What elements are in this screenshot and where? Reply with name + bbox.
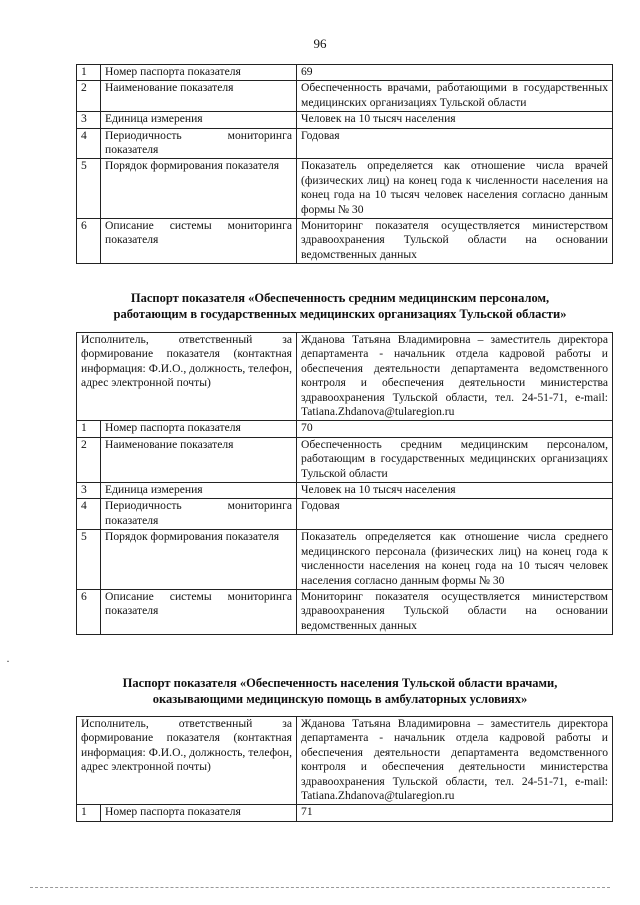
section-title-line: Паспорт показателя «Обеспеченность населения Тульской области врачами, <box>122 676 558 690</box>
row-number: 5 <box>77 159 101 219</box>
table-row <box>77 437 613 482</box>
row-number: 1 <box>77 805 101 821</box>
section-title <box>60 675 620 707</box>
row-number: 6 <box>77 589 101 634</box>
table-row <box>77 128 613 159</box>
passport-table-69 <box>76 64 613 264</box>
row-value: Показатель определяется как отношение числа врачей (физических лиц) на конец года к численности населения на конец года на 10 тысяч человек населения согласно данным формы № 30 <box>297 159 613 219</box>
row-label: Наименование показателя <box>101 437 297 482</box>
row-number: 4 <box>77 128 101 159</box>
section-title-line: Паспорт показателя «Обеспеченность средним медицинским персоналом, <box>130 291 550 305</box>
row-value: Годовая <box>297 499 613 530</box>
executor-row <box>77 717 613 805</box>
row-label: Порядок формирования показателя <box>101 530 297 590</box>
row-value: Годовая <box>297 128 613 159</box>
row-value: 71 <box>297 805 613 821</box>
row-label: Периодичность мониторинга показателя <box>101 128 297 159</box>
row-number: 1 <box>77 65 101 81</box>
section-title-line: работающим в государственных медицинских организациях Тульской области» <box>113 307 567 321</box>
scan-dot: · <box>6 654 10 668</box>
table-row <box>77 499 613 530</box>
row-label: Порядок формирования показателя <box>101 159 297 219</box>
table-row <box>77 112 613 128</box>
row-value: Показатель определяется как отношение числа среднего медицинского персонала (физических лиц) на конец года к численности населения на конец года на 10 тысяч человек населения согласно данным формы № 30 <box>297 530 613 590</box>
row-value: 70 <box>297 421 613 437</box>
row-label: Описание системы мониторинга показателя <box>101 219 297 264</box>
row-value: Мониторинг показателя осуществляется министерством здравоохранения Тульской области на основании ведомственных данных <box>297 219 613 264</box>
row-number: 2 <box>77 81 101 112</box>
row-value: Человек на 10 тысяч населения <box>297 483 613 499</box>
row-label: Периодичность мониторинга показателя <box>101 499 297 530</box>
row-value: Обеспеченность средним медицинским персоналом, работающим в государственных медицинских организациях Тульской области <box>297 437 613 482</box>
row-number: 3 <box>77 483 101 499</box>
table-row <box>77 81 613 112</box>
table-row <box>77 159 613 219</box>
executor-label: Исполнитель, ответственный за формирование показателя (контактная информация: Ф.И.О., должность, телефон, адрес электронной почты) <box>77 717 297 805</box>
executor-value: Жданова Татьяна Владимировна – заместитель директора департамента - начальник отдела кадровой работы и обеспечения деятельности департамента ведомственного контроля и обеспечения деятельности министерства здравоохранения Тульской области, тел. 24-51-71, e-mail: Tatiana.Zhdanova@tularegion.ru <box>297 717 613 805</box>
table-row <box>77 65 613 81</box>
executor-label: Исполнитель, ответственный за формирование показателя (контактная информация: Ф.И.О., должность, телефон, адрес электронной почты) <box>77 333 297 421</box>
row-number: 2 <box>77 437 101 482</box>
section-title <box>60 290 620 322</box>
row-value: 69 <box>297 65 613 81</box>
row-label: Описание системы мониторинга показателя <box>101 589 297 634</box>
row-number: 3 <box>77 112 101 128</box>
row-label: Номер паспорта показателя <box>101 805 297 821</box>
table-row <box>77 589 613 634</box>
row-number: 1 <box>77 421 101 437</box>
row-label: Единица измерения <box>101 483 297 499</box>
passport-table-71 <box>76 716 613 822</box>
row-number: 5 <box>77 530 101 590</box>
table-row <box>77 421 613 437</box>
row-number: 4 <box>77 499 101 530</box>
passport-table-70 <box>76 332 613 635</box>
table-row <box>77 530 613 590</box>
row-value: Мониторинг показателя осуществляется министерством здравоохранения Тульской области на основании ведомственных данных <box>297 589 613 634</box>
page-number: 96 <box>313 36 327 51</box>
executor-row <box>77 333 613 421</box>
table-row <box>77 805 613 821</box>
table-row <box>77 483 613 499</box>
row-label: Единица измерения <box>101 112 297 128</box>
executor-value: Жданова Татьяна Владимировна – заместитель директора департамента - начальник отдела кадровой работы и обеспечения деятельности департамента ведомственного контроля и обеспечения деятельности министерства здравоохранения Тульской области, тел. 24-51-71, e-mail: Tatiana.Zhdanova@tularegion.ru <box>297 333 613 421</box>
row-number: 6 <box>77 219 101 264</box>
row-value: Человек на 10 тысяч населения <box>297 112 613 128</box>
row-label: Наименование показателя <box>101 81 297 112</box>
page-bottom-edge <box>30 887 610 888</box>
table-row <box>77 219 613 264</box>
row-label: Номер паспорта показателя <box>101 65 297 81</box>
row-label: Номер паспорта показателя <box>101 421 297 437</box>
row-value: Обеспеченность врачами, работающими в государственных медицинских организациях Тульской области <box>297 81 613 112</box>
section-title-line: оказывающими медицинскую помощь в амбулаторных условиях» <box>152 692 528 706</box>
